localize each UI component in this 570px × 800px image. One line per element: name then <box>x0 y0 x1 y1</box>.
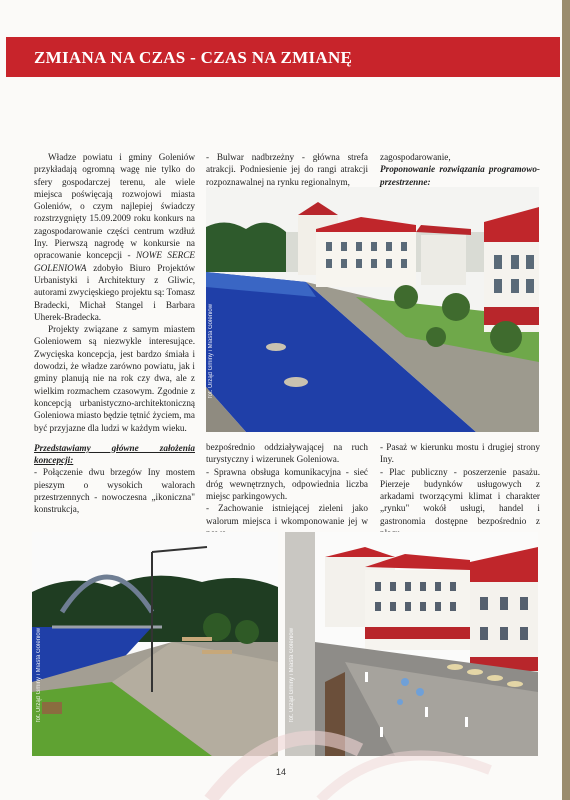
photo-riverside-boulevard <box>206 187 539 432</box>
page-title: ZMIANA NA CZAS - CZAS NA ZMIANĘ <box>34 48 353 67</box>
subheading-proposals: Proponowanie rozwiązania programowo-przestrzenne: <box>380 164 540 187</box>
photo-credit-3: fot. Urząd Gminy i Miasta Goleniów <box>289 627 295 722</box>
page-number: 14 <box>276 767 287 777</box>
paragraph-transport: - Sprawna obsługa komunikacyjna - sieć dróg wewnętrznych, odpowiednia liczba miejsc parkingowych. <box>206 466 368 502</box>
text-column-3-bottom <box>380 441 540 539</box>
photo-credit-1: fot. Urząd Gminy i Miasta Goleniów <box>208 303 214 398</box>
decorative-swirl <box>200 690 500 800</box>
intro-text-cont: zdobyło Biuro Projektów Urbanistyki i Architektury z Gliwic, autorami zwycięskiego projektu są: Tomasz Bradecki, Michał Stangel i Barbara Uherek-Bradecka. <box>34 262 195 322</box>
paragraph-square: - Plac publiczny - poszerzenie pasażu. Pierzeje budynków usługowych z arkadami tworzącymi klimat i charakter „rynku" wokół usługi, handel i gastronomia dostępne bezpośrednio z <box>380 466 540 526</box>
paragraph-bridge: - Połączenie dwu brzegów Iny mostem pieszym o wysokich walorach przestrzennych - nowoczesna „ikoniczna" konstrukcja, <box>34 467 195 515</box>
paragraph-passage: - Pasaż w kierunku mostu i drugiej strony Iny. <box>380 442 540 465</box>
subheading-assumptions: Przedstawiamy główne założenia koncepcji: <box>34 442 195 466</box>
intro-text: Władze powiatu i gminy Goleniów przykładają ogromną wagę nie tylko do sfery gospodarczej terenu, ale wiele miejsca poświęcają rozwojowi miasta Goleniów, o czym najlepiej świadczy rozstrzygnięty 15.09.2009 roku konkurs na zagospodarowanie części centrum wzdłuż Iny. Pierwszą nagrodę w konkursie na opracowanie koncepcji - <box>34 152 195 261</box>
page-edge <box>562 0 570 800</box>
paragraph-intro <box>34 151 195 323</box>
paragraph-development: zagospodarowanie, <box>380 152 451 162</box>
paragraph-tourism: bezpośrednio oddziaływającej na ruch turystyczny i wizerunek Goleniowa. <box>206 442 368 465</box>
project-name: NOWE SERCE GOLENIOWA <box>34 250 195 273</box>
photo-credit-2: fot. Urząd Gminy i Miasta Goleniów <box>36 627 42 722</box>
paragraph-projects: Projekty związane z samym miastem Goleniowem są niezwykle interesujące. Zwycięska koncepcja, jest bardzo śmiała i dowodzi, że władze zarówno powiatu, jak i gminy planują nie na rok czy dwa, ale z wielkim rozmachem czasowym. Zgodnie z koncepcją urbanistyczno-architektoniczną Goleniowa miasto będzie tętnić życiem, ma być przyjazne dla ludzi w każdym wieku. <box>34 324 195 433</box>
paragraph-greenery: - Zachowanie istniejącej zieleni jako walorum miejsca i wkomponowanie jej w <box>206 503 368 526</box>
text-column-1 <box>34 151 195 516</box>
text-column-3 <box>380 151 540 188</box>
paragraph-boulevard: - Bulwar nadbrzeżny - główna strefa atrakcji. Podniesienie jej do rangi atrakcji rozpoznawalnej na rynku regionalnym, <box>206 152 368 187</box>
text-column-2 <box>206 151 368 188</box>
text-column-2-bottom <box>206 441 368 539</box>
